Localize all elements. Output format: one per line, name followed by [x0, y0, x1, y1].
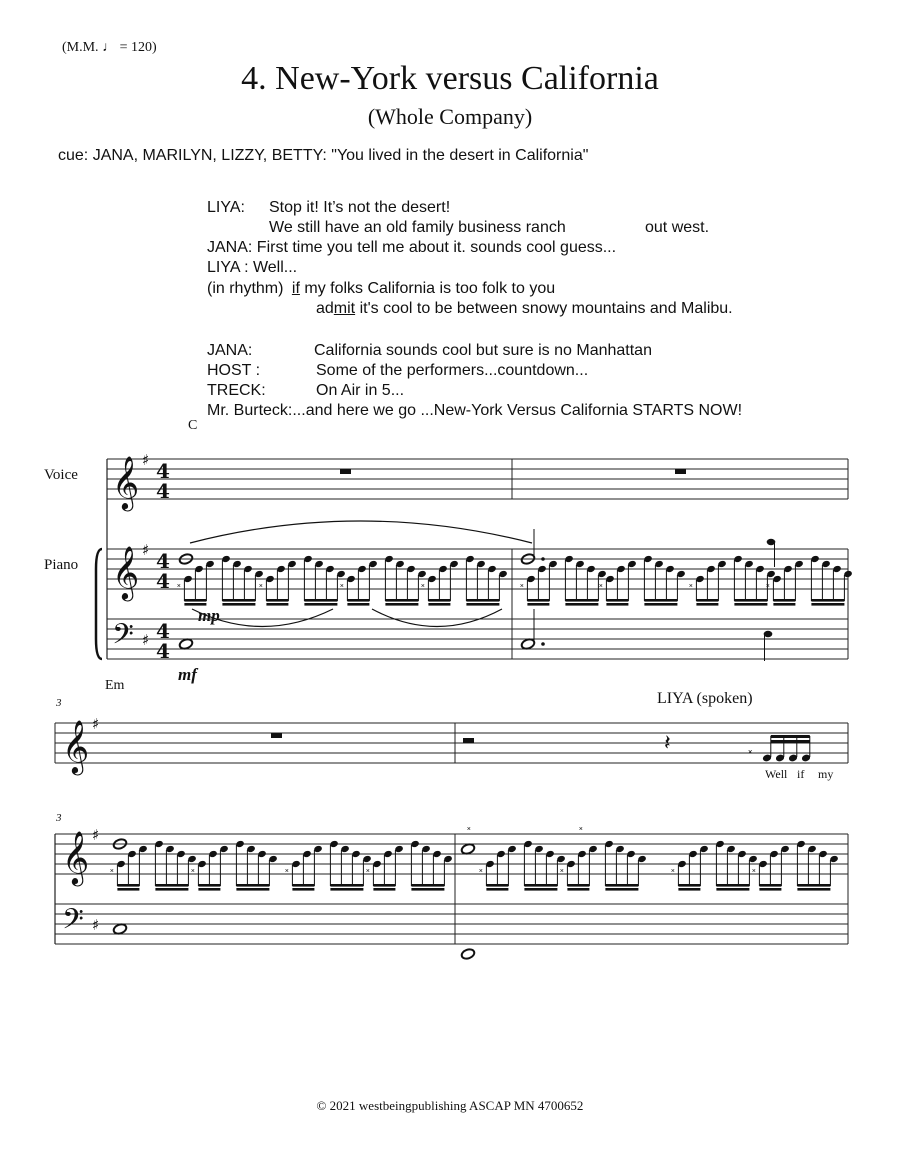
sixteenth-rest-icon: 𝅃 [258, 572, 264, 591]
beam [606, 603, 628, 606]
slur [190, 521, 532, 543]
beam [734, 599, 767, 602]
beam [773, 603, 795, 606]
dialogue-text: out west. [645, 219, 710, 236]
sixteenth-rest-icon: 𝅃 [751, 857, 757, 876]
dialogue-text: ...and here we go ...New-York Versus California STARTS NOW! [292, 402, 743, 419]
beam [797, 884, 830, 887]
beam [117, 884, 139, 887]
lyric-syllable: if [797, 767, 805, 781]
treble-clef-icon: 𝄞 [112, 545, 140, 599]
beam [696, 603, 718, 606]
speaker-jana: JANA: [207, 342, 253, 359]
beam [678, 888, 700, 891]
beam [567, 888, 589, 891]
quarter-note-icon: ♩ [102, 40, 117, 55]
beam [236, 888, 269, 891]
lyric-syllable: my [818, 767, 834, 781]
voice-staff-label: Voice [44, 467, 78, 483]
liya-spoken-label: LIYA (spoken) [657, 690, 753, 707]
sixteenth-rest-icon: 𝅃 [176, 572, 182, 591]
sixteenth-rest-icon: 𝅃 [765, 572, 771, 591]
beam [411, 884, 444, 887]
beam [716, 888, 749, 891]
whole-note [178, 638, 193, 651]
beam [266, 603, 288, 606]
whole-rest-icon [271, 733, 282, 738]
beam [292, 884, 314, 887]
underlined-word: mit [333, 300, 356, 317]
dialogue-text: On Air in 5... [316, 382, 405, 399]
beam [466, 599, 499, 602]
sixteenth-rest-icon: 𝅃 [109, 857, 115, 876]
sixteenth-rest-icon: 𝅃 [747, 737, 753, 758]
piano-staff-label: Piano [44, 557, 79, 573]
beam [771, 735, 810, 738]
song-subtitle: (Whole Company) [367, 104, 533, 129]
beam [605, 888, 638, 891]
beam [644, 599, 677, 602]
speaker-host: HOST : [207, 362, 261, 379]
beam [428, 599, 450, 602]
beam [330, 884, 363, 887]
sixteenth-rest-icon: 𝅃 [519, 572, 525, 591]
beam [304, 603, 337, 606]
sixteenth-rest-icon: 𝅃 [559, 857, 565, 876]
augmentation-dot [541, 557, 545, 561]
sharp-icon: ♯ [142, 541, 150, 559]
beam [678, 884, 700, 887]
sharp-icon: ♯ [92, 916, 100, 934]
whole-note [460, 948, 475, 961]
dialogue-text: it's cool to be between snowy mountains and Malibu. [359, 300, 733, 317]
sixteenth-rest-icon: 𝅃 [339, 572, 345, 591]
speaker-liya: LIYA: [207, 199, 245, 216]
sixteenth-rest-icon: 𝅃 [365, 857, 371, 876]
time-signature-denominator: 4 [156, 479, 170, 503]
beam [266, 599, 288, 602]
dialogue-text: First time you tell me about it. sounds cool guess... [256, 239, 617, 256]
dotted-half-note [520, 638, 535, 651]
bass-clef-icon: 𝄢 [112, 618, 134, 658]
beam [155, 884, 188, 887]
treble-clef-icon: 𝄞 [62, 830, 90, 884]
treble-clef-icon: 𝄞 [62, 719, 90, 773]
beam [428, 603, 450, 606]
beam [385, 603, 418, 606]
beam [524, 884, 557, 887]
beam [565, 599, 598, 602]
dialogue-text: Stop it! It’s not the desert! [269, 199, 451, 216]
beam [236, 884, 269, 887]
slur [192, 609, 333, 627]
measure-number: 3 [56, 812, 62, 824]
beam [811, 603, 844, 606]
underlined-word: if [291, 280, 300, 297]
copyright-footer: © 2021 westbeingpublishing ASCAP MN 4700652 [316, 1098, 584, 1113]
sixteenth-rest-icon: 𝅃 [284, 857, 290, 876]
cue-line: cue: JANA, MARILYN, LIZZY, BETTY: "You lived in the desert in California" [58, 147, 589, 164]
beam [716, 884, 749, 887]
beam [373, 884, 395, 887]
beam [117, 888, 139, 891]
sixteenth-rest-icon: 𝅃 [420, 572, 426, 591]
beam [527, 599, 549, 602]
beam [524, 888, 557, 891]
dialogue-text: my folks California is too folk to you [304, 280, 556, 297]
time-signature-numerator: 4 [156, 459, 170, 483]
sixteenth-rest-icon: 𝅃 [578, 815, 584, 834]
beam [347, 599, 369, 602]
beam [486, 888, 508, 891]
beam [198, 888, 220, 891]
beam [373, 888, 395, 891]
sharp-icon: ♯ [142, 631, 150, 649]
beam [606, 599, 628, 602]
dialogue-text: ad [316, 300, 334, 317]
beam [759, 884, 781, 887]
whole-note [460, 843, 475, 856]
quarter-rest-icon: 𝄽 [664, 731, 671, 756]
beam [565, 603, 598, 606]
beam [527, 603, 549, 606]
beam [605, 884, 638, 887]
beam [184, 599, 206, 602]
sharp-icon: ♯ [92, 715, 100, 733]
beam [411, 888, 444, 891]
song-title: 4. New-York versus California [241, 60, 659, 97]
sharp-icon: ♯ [92, 826, 100, 844]
dialogue-text: We still have an old family business ranch [269, 219, 566, 236]
beam [644, 603, 677, 606]
beam [155, 888, 188, 891]
speaker-jana: JANA: [207, 239, 253, 256]
whole-note [112, 923, 127, 936]
beam [811, 599, 844, 602]
sixteenth-rest-icon: 𝅃 [598, 572, 604, 591]
stage-direction: (in rhythm) [207, 280, 284, 297]
measure-number: 3 [56, 697, 62, 709]
dynamic-mf: mf [178, 665, 197, 684]
augmentation-dot [541, 642, 545, 646]
sixteenth-rest-icon: 𝅃 [670, 857, 676, 876]
dynamic-mp: mp [198, 606, 220, 625]
lyric-syllable: Well [765, 767, 788, 781]
chord-symbol-em: Em [105, 678, 125, 693]
piano-brace [96, 549, 102, 659]
beam [696, 599, 718, 602]
beam [347, 603, 369, 606]
beam [797, 888, 830, 891]
beam [466, 603, 499, 606]
time-signature-numerator: 4 [156, 619, 170, 643]
whole-rest-icon [340, 469, 351, 474]
beam [330, 888, 363, 891]
beam [486, 884, 508, 887]
tempo-prefix: (M.M. [62, 40, 99, 55]
slur [372, 609, 502, 627]
beam [292, 888, 314, 891]
treble-clef-icon: 𝄞 [112, 455, 140, 509]
beam [222, 603, 255, 606]
sixteenth-rest-icon: 𝅃 [478, 857, 484, 876]
beam [773, 599, 795, 602]
beam [771, 740, 810, 743]
dialogue-text: California sounds cool but sure is no Manhattan [314, 342, 652, 359]
beam [734, 603, 767, 606]
bass-clef-icon: 𝄢 [62, 903, 84, 943]
sharp-icon: ♯ [142, 451, 150, 469]
dialogue-text: Well... [252, 259, 298, 276]
dialogue-text: Some of the performers...countdown... [316, 362, 589, 379]
speaker-liya: LIYA : [207, 259, 249, 276]
sixteenth-rest-icon: 𝅃 [190, 857, 196, 876]
sixteenth-rest-icon: 𝅃 [466, 815, 472, 834]
whole-rest-icon [675, 469, 686, 474]
beam [184, 603, 206, 606]
beam [759, 888, 781, 891]
beam [304, 599, 337, 602]
beam [198, 884, 220, 887]
time-signature-denominator: 4 [156, 639, 170, 663]
speaker-burteck: Mr. Burteck: [207, 402, 293, 419]
tempo-suffix: = 120) [119, 40, 157, 55]
beam [385, 599, 418, 602]
time-signature-denominator: 4 [156, 569, 170, 593]
sixteenth-rest-icon: 𝅃 [688, 572, 694, 591]
beam [222, 599, 255, 602]
time-signature-numerator: 4 [156, 549, 170, 573]
beam [567, 884, 589, 887]
chord-symbol-c: C [188, 418, 198, 433]
half-rest-icon [463, 738, 474, 743]
speaker-treck: TRECK: [207, 382, 266, 399]
